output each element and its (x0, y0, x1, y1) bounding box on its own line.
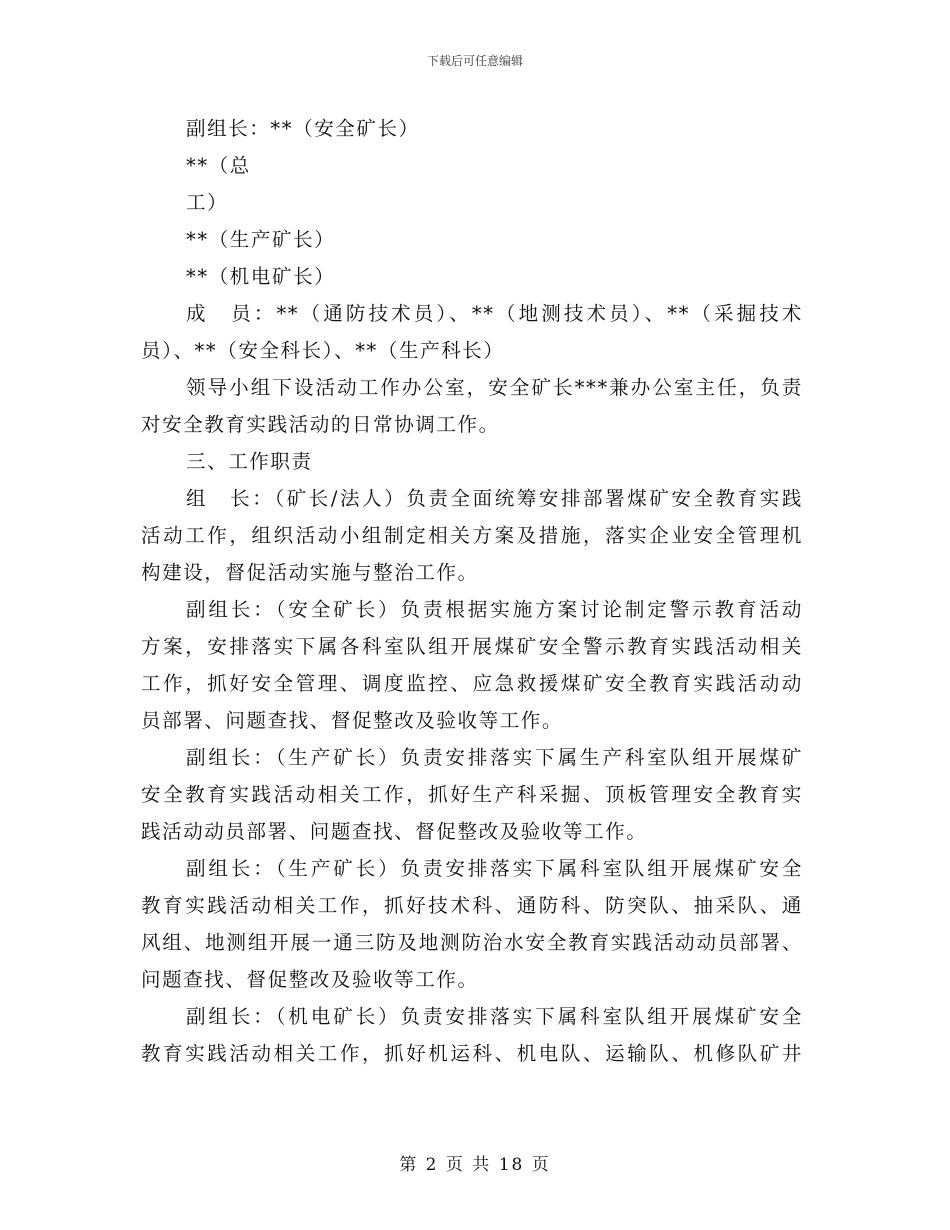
page-header-note: 下载后可任意编辑 (426, 54, 523, 68)
text-line: 三、工作职责 (186, 450, 313, 473)
text-line: **（总 (186, 154, 251, 177)
text-line: 工） (186, 191, 229, 214)
text-line: 方案，安排落实下属各科室队组开展煤矿安全警示教育实践活动相关 (141, 635, 803, 658)
text-line: 工作，抓好安全管理、调度监控、应急救援煤矿安全教育实践活动动 (141, 672, 803, 695)
text-line: 副组长：（生产矿长）负责安排落实下属科室队组开展煤矿安全 (186, 857, 803, 880)
text-line: 问题查找、督促整改及验收等工作。 (141, 968, 479, 991)
text-line: 对安全教育实践活动的日常协调工作。 (141, 413, 500, 436)
page-number-footer: 第 2 页 共 18 页 (399, 1155, 551, 1175)
text-line: 活动工作，组织活动小组制定相关方案及措施，落实企业安全管理机 (141, 524, 803, 547)
text-line: 组 长：（矿长/法人）负责全面统筹安排部署煤矿安全教育实践 (186, 487, 803, 510)
text-line: 教育实践活动相关工作，抓好技术科、通防科、防突队、抽采队、通 (141, 894, 803, 917)
text-line: 副组长：（安全矿长）负责根据实施方案讨论制定警示教育活动 (186, 598, 803, 621)
text-line: 风组、地测组开展一通三防及地测防治水安全教育实践活动动员部署、 (141, 931, 803, 954)
text-line: 员）、**（安全科长）、**（生产科长） (141, 339, 505, 362)
text-line: 副组长：（生产矿长）负责安排落实下属生产科室队组开展煤矿 (186, 746, 803, 769)
text-line: **（生产矿长） (186, 228, 336, 251)
text-line: 安全教育实践活动相关工作，抓好生产科采掘、顶板管理安全教育实 (141, 783, 803, 806)
text-line: 教育实践活动相关工作，抓好机运科、机电队、运输队、机修队矿井 (141, 1042, 803, 1065)
text-line: 员部署、问题查找、督促整改及验收等工作。 (141, 709, 564, 732)
text-line: 副组长：**（安全矿长） (186, 117, 420, 140)
text-line: 副组长：（机电矿长）负责安排落实下属科室队组开展煤矿安全 (186, 1005, 803, 1028)
text-line: 践活动动员部署、问题查找、督促整改及验收等工作。 (141, 820, 648, 843)
document-body (141, 110, 803, 1072)
text-line: **（机电矿长） (186, 265, 336, 288)
text-line: 构建设，督促活动实施与整治工作。 (141, 561, 479, 584)
text-line: 领导小组下设活动工作办公室，安全矿长***兼办公室主任，负责 (186, 376, 803, 399)
text-line: 成 员：**（通防技术员）、**（地测技术员）、**（采掘技术 (186, 302, 803, 325)
